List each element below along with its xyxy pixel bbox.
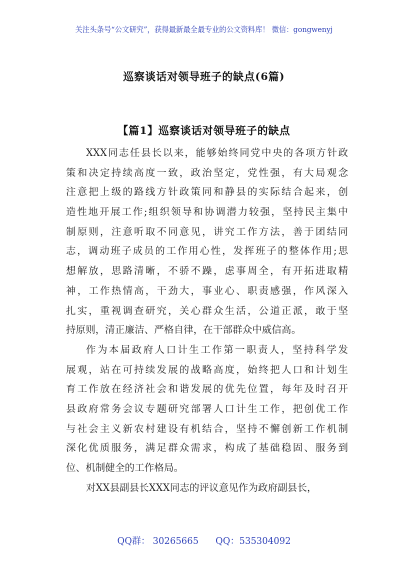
body-line: 作为本届政府人口计生工作第一职责人，坚持科学发 bbox=[86, 344, 348, 356]
body-line: 深化优质服务，满足群众需求，构成了基础稳固、服务到 bbox=[66, 443, 348, 455]
body-line: 县政府常务会议专题研究部署人口计生工作，把创优工作 bbox=[66, 403, 348, 415]
body-line: 志，调动班子成员的工作用心性，发挥班子的整体作用;思 bbox=[66, 246, 348, 258]
body-line: 想解放，思路清晰，不骄不躁，虑事周全，有开拓进取精 bbox=[66, 266, 348, 278]
promo-banner: 关注头条号“公文研究”，获得最新最全最专业的公文资料库！ 微信：gongwenyj bbox=[75, 25, 333, 34]
body-line: 与社会主义新农村建设有机结合，坚持不懈创新工作机制 bbox=[66, 423, 348, 435]
body-line: 制原则，注意听取不同意见，讲究工作方法，善于团结同 bbox=[66, 226, 348, 238]
contact-footer bbox=[0, 534, 408, 547]
body-line: XXX同志任县长以来，能够始终同党中央的各项方针政 bbox=[86, 148, 348, 159]
section-title: 【篇1】巡察谈话对领导班子的缺点 bbox=[117, 125, 291, 137]
qq-group-text: QQ群： 30265665 bbox=[117, 537, 199, 547]
body-line: 持原则，清正廉洁、严格自律，在干部群众中威信高。 bbox=[66, 325, 302, 337]
body-line: 注意把上级的路线方针政策同和静县的实际结合起来，创 bbox=[66, 187, 348, 199]
body-line: 育工作放在经济社会和谐发展的优先位置，每年及时召开 bbox=[66, 384, 348, 396]
body-line: 策和决定持续高度一致，政治坚定，党性强，有大局观念 bbox=[66, 167, 348, 179]
qq-contact-text: QQ：535304092 bbox=[215, 537, 291, 547]
body-line: 对XX县副县长XXX同志的评议意见作为政府副县长， bbox=[86, 482, 317, 494]
body-line: 扎实，重视调查研究，关心群众生活，公道正派，敢于坚 bbox=[66, 305, 348, 317]
body-text bbox=[66, 144, 348, 498]
body-line: 神，工作热情高，干劲大，事业心、职责感强，作风深入 bbox=[66, 285, 348, 297]
body-line: 位、机制健全的工作格局。 bbox=[66, 463, 184, 474]
body-line: 展观，站在可持续发展的战略高度，始终把人口和计划生 bbox=[66, 364, 348, 376]
document-title: 巡察谈话对领导班子的缺点(6篇) bbox=[123, 71, 285, 83]
body-line: 造性地开展工作;组织领导和协调潜力较强，坚持民主集中 bbox=[66, 207, 348, 219]
